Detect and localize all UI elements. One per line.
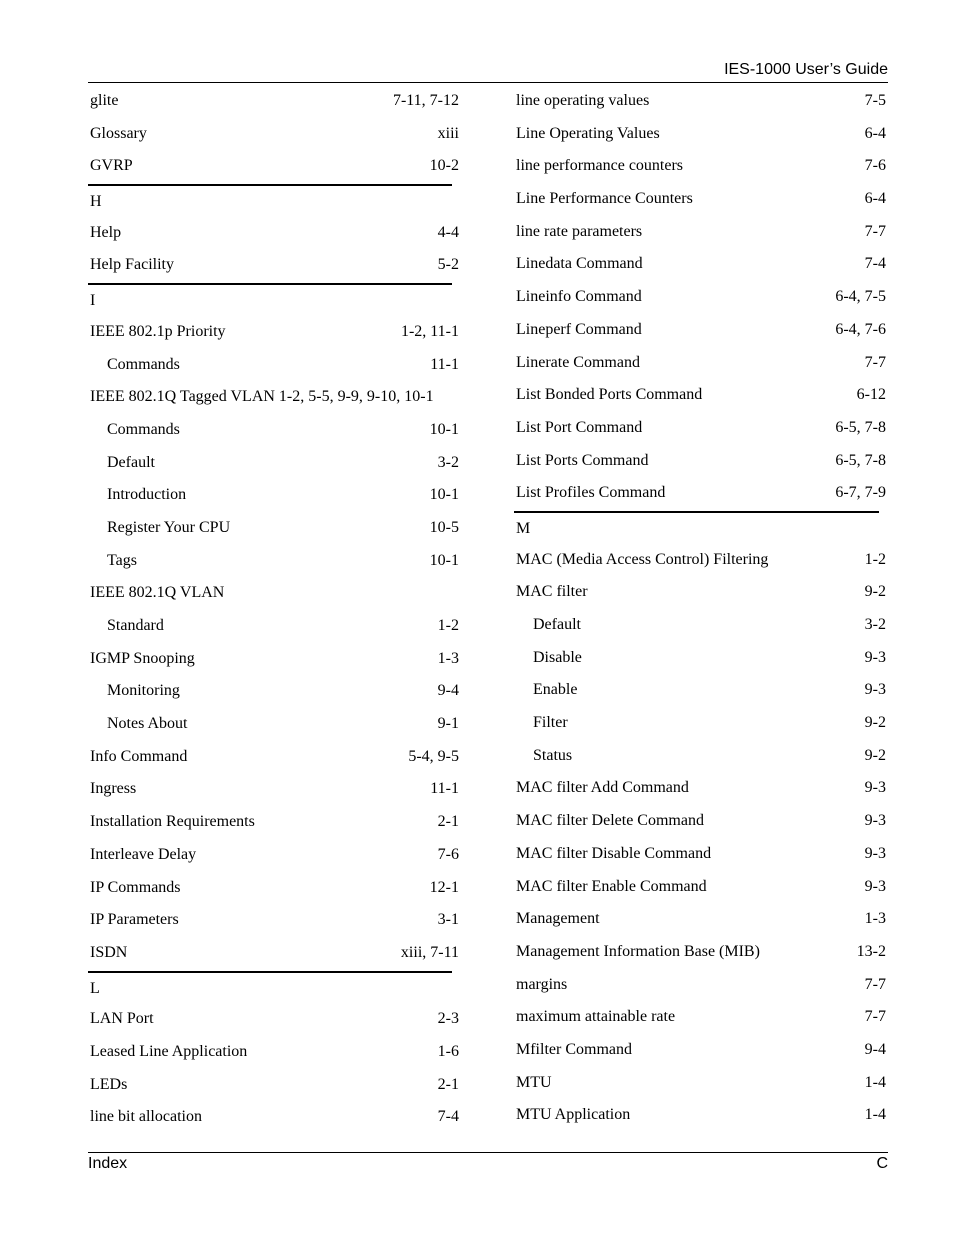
index-entry [514, 216, 887, 249]
page-reference: 1-2, 11-1 [400, 322, 459, 340]
index-term: glite [90, 92, 119, 109]
page-reference: 9-3 [864, 877, 886, 895]
index-subentry [514, 740, 887, 773]
index-term: Default [533, 616, 581, 633]
index-term: maximum attainable rate [516, 1008, 676, 1026]
index-entry [514, 150, 887, 183]
index-entry [514, 85, 887, 118]
index-term: line performance counters [516, 157, 684, 175]
index-subentry [514, 642, 887, 675]
index-entry [88, 1036, 460, 1069]
page-reference: 7-6 [437, 845, 459, 863]
page-reference: 9-3 [864, 812, 886, 830]
page-reference: 10-1 [429, 551, 459, 569]
index-term: Standard [107, 617, 164, 634]
letter-label: H [90, 193, 102, 211]
index-term: List Port Command [516, 418, 643, 436]
footer-section: Index [88, 1155, 128, 1172]
index-subentry [88, 349, 460, 382]
page-reference: 9-2 [864, 714, 886, 732]
index-entry [514, 544, 887, 577]
page-reference: 11-1 [430, 780, 459, 798]
index-term: IGMP Snooping [90, 649, 195, 667]
index-entry [514, 576, 887, 609]
index-term: MTU Application [516, 1106, 631, 1124]
page-reference: 3-2 [864, 616, 886, 633]
page-reference: 6-4 [864, 124, 886, 142]
index-term: MAC filter Disable Command [516, 844, 712, 862]
index-subentry [88, 447, 460, 480]
page-reference: 9-2 [864, 746, 886, 764]
page-reference: 6-5, 7-8 [835, 418, 886, 436]
index-letter-heading [88, 184, 452, 217]
index-entry [88, 249, 460, 282]
page-reference: 9-3 [864, 779, 886, 797]
index-entry [514, 183, 887, 216]
page-reference: 10-2 [429, 157, 459, 175]
index-term: Info Command [90, 747, 188, 765]
index-term: Monitoring [107, 682, 180, 700]
index-term: IEEE 802.1p Priority [90, 322, 226, 340]
guide-title: IES-1000 User’s Guide [724, 61, 888, 78]
index-term: LAN Port [90, 1010, 154, 1028]
index-subentry [88, 708, 460, 741]
index-term: Management Information Base (MIB) [516, 942, 760, 960]
page-reference: 7-4 [437, 1108, 459, 1126]
page-reference: 9-4 [864, 1040, 886, 1058]
letter-label: M [516, 519, 531, 537]
page-reference: 13-2 [856, 942, 886, 960]
index-term: line rate parameters [516, 222, 643, 240]
index-entry [88, 118, 460, 151]
index-term: Help [90, 223, 122, 241]
page-reference: 9-3 [864, 648, 886, 666]
index-entry [88, 904, 460, 937]
index-entry [514, 838, 887, 871]
page-reference: 1-2 [437, 617, 459, 634]
index-term: Management [516, 910, 600, 928]
index-term: Notes About [107, 715, 188, 733]
index-subentry [88, 545, 460, 578]
index-term: line operating values [516, 92, 650, 109]
index-term: MAC filter Add Command [516, 779, 689, 797]
index-term: Linerate Command [516, 353, 640, 371]
page-reference: 9-4 [437, 682, 459, 700]
index-term: List Ports Command [516, 451, 649, 469]
index-entry [514, 903, 887, 936]
index-term: Line Operating Values [516, 124, 660, 142]
index-entry [88, 150, 460, 183]
page-reference: 1-3 [437, 649, 459, 667]
page-footer [88, 1152, 888, 1174]
index-term: Lineinfo Command [516, 288, 642, 306]
page-reference: 6-4 [864, 190, 886, 208]
index-term: Default [107, 453, 155, 471]
index-term: IEEE 802.1Q VLAN [90, 584, 225, 602]
index-term: Tags [107, 551, 137, 569]
page-reference: 11-1 [430, 355, 459, 373]
index-term: IEEE 802.1Q Tagged VLAN 1-2, 5-5, 9-9, 9-10, 10-1 [90, 388, 434, 406]
index-entry [514, 969, 887, 1002]
index-entry [514, 248, 887, 281]
index-term: Installation Requirements [90, 813, 255, 831]
page-reference: 1-6 [437, 1042, 459, 1060]
index-entry [88, 741, 460, 774]
index-term: Lineperf Command [516, 320, 642, 338]
index-entry [88, 1069, 460, 1102]
index-entry [88, 1101, 460, 1134]
page-reference: 7-4 [864, 255, 886, 273]
index-subentry [514, 609, 887, 642]
page-reference: 10-1 [429, 420, 459, 438]
page-reference: 1-4 [864, 1106, 886, 1124]
index-entry [514, 805, 887, 838]
page-reference: 2-3 [437, 1010, 459, 1028]
footer-page-number: C [876, 1155, 888, 1172]
index-entry [514, 772, 887, 805]
index-term: Glossary [90, 124, 147, 142]
page-reference: 7-11, 7-12 [392, 92, 459, 109]
index-entry [514, 379, 887, 412]
page-reference: 9-1 [437, 715, 459, 733]
index-term: Ingress [90, 780, 137, 798]
page-reference: 1-3 [864, 910, 886, 928]
index-letter-heading [88, 283, 452, 316]
index-term: Interleave Delay [90, 845, 197, 863]
index-entry [514, 936, 887, 969]
page-reference: xiii [437, 124, 459, 142]
index-term: Line Performance Counters [516, 190, 693, 208]
page-reference: 7-7 [864, 222, 886, 240]
index-term: Register Your CPU [107, 518, 231, 536]
index-entry [514, 871, 887, 904]
letter-label: I [90, 292, 96, 310]
index-entry [88, 381, 460, 414]
index-term: MTU [516, 1073, 552, 1091]
page-reference: 6-4, 7-5 [835, 288, 886, 306]
index-entry [88, 316, 460, 349]
index-entry [88, 839, 460, 872]
index-letter-heading [88, 971, 452, 1004]
index-entry [88, 1003, 460, 1036]
index-entry [88, 217, 460, 250]
index-term: Filter [533, 714, 568, 732]
page-reference: 7-7 [864, 975, 886, 993]
index-entry [514, 445, 887, 478]
index-subentry [88, 512, 460, 545]
page-reference: 12-1 [429, 878, 459, 896]
index-term: MAC (Media Access Control) Filtering [516, 550, 769, 568]
index-entry [514, 1067, 887, 1100]
index-term: GVRP [90, 157, 133, 175]
index-term: Mfilter Command [516, 1040, 632, 1058]
index-term: Enable [533, 681, 578, 699]
index-entry [88, 937, 460, 970]
index-entry [514, 477, 887, 510]
index-term: Linedata Command [516, 255, 643, 273]
index-letter-heading [514, 511, 879, 544]
index-term: List Bonded Ports Command [516, 386, 703, 404]
index-entry [88, 643, 460, 676]
index-entry [514, 1034, 887, 1067]
index-entry [514, 314, 887, 347]
index-term: line bit allocation [90, 1108, 202, 1126]
index-column-right [514, 85, 887, 1132]
index-entry [514, 347, 887, 380]
index-term: Status [533, 746, 573, 764]
index-term: Disable [533, 648, 582, 666]
index-entry [88, 773, 460, 806]
page-reference: 4-4 [437, 223, 459, 241]
page-reference: 9-2 [864, 583, 886, 601]
index-term: margins [516, 975, 568, 993]
index-entry [514, 1099, 887, 1132]
index-entry [88, 577, 460, 610]
page-reference: 6-12 [856, 386, 886, 404]
index-subentry [514, 674, 887, 707]
letter-label: L [90, 979, 100, 997]
page-reference: 7-7 [864, 353, 886, 371]
page-header [88, 60, 888, 83]
index-entry [88, 872, 460, 905]
page-reference: 5-4, 9-5 [408, 747, 459, 765]
index-column-left [88, 85, 460, 1134]
page-reference: 5-2 [437, 256, 459, 274]
index-term: Introduction [107, 486, 187, 504]
page-reference: 6-4, 7-6 [835, 320, 886, 338]
index-term: Commands [107, 420, 180, 438]
page-reference: 10-5 [429, 518, 459, 536]
page-reference: 6-7, 7-9 [835, 484, 886, 502]
index-term: MAC filter Enable Command [516, 877, 707, 895]
page-reference: 7-5 [864, 92, 886, 109]
index-subentry [514, 707, 887, 740]
page-reference: 6-5, 7-8 [835, 451, 886, 469]
page-reference: xiii, 7-11 [400, 943, 459, 961]
index-term: ISDN [90, 943, 128, 961]
index-term: List Profiles Command [516, 484, 666, 502]
index-entry [514, 118, 887, 151]
index-subentry [88, 610, 460, 643]
index-term: MAC filter Delete Command [516, 812, 704, 830]
index-entry [514, 412, 887, 445]
page-reference: 3-2 [437, 453, 459, 471]
page-reference: 1-2 [864, 550, 886, 568]
index-term: Commands [107, 355, 180, 373]
index-entry [514, 1001, 887, 1034]
page-reference: 3-1 [437, 911, 459, 929]
page-reference: 7-6 [864, 157, 886, 175]
page-reference: 7-7 [864, 1008, 886, 1026]
index-term: MAC filter [516, 583, 588, 601]
index-term: IP Commands [90, 878, 181, 896]
page-reference: 1-4 [864, 1073, 886, 1091]
index-term: IP Parameters [90, 911, 179, 929]
index-term: Help Facility [90, 256, 174, 274]
index-subentry [88, 479, 460, 512]
index-term: Leased Line Application [90, 1042, 248, 1060]
page-reference: 9-3 [864, 681, 886, 699]
index-entry [88, 806, 460, 839]
index-subentry [88, 675, 460, 708]
page-reference: 2-1 [437, 1075, 459, 1093]
page-reference: 2-1 [437, 813, 459, 831]
page-reference: 10-1 [429, 486, 459, 504]
page-reference: 9-3 [864, 844, 886, 862]
index-entry [514, 281, 887, 314]
index-term: LEDs [90, 1075, 128, 1093]
index-entry [88, 85, 460, 118]
index-subentry [88, 414, 460, 447]
